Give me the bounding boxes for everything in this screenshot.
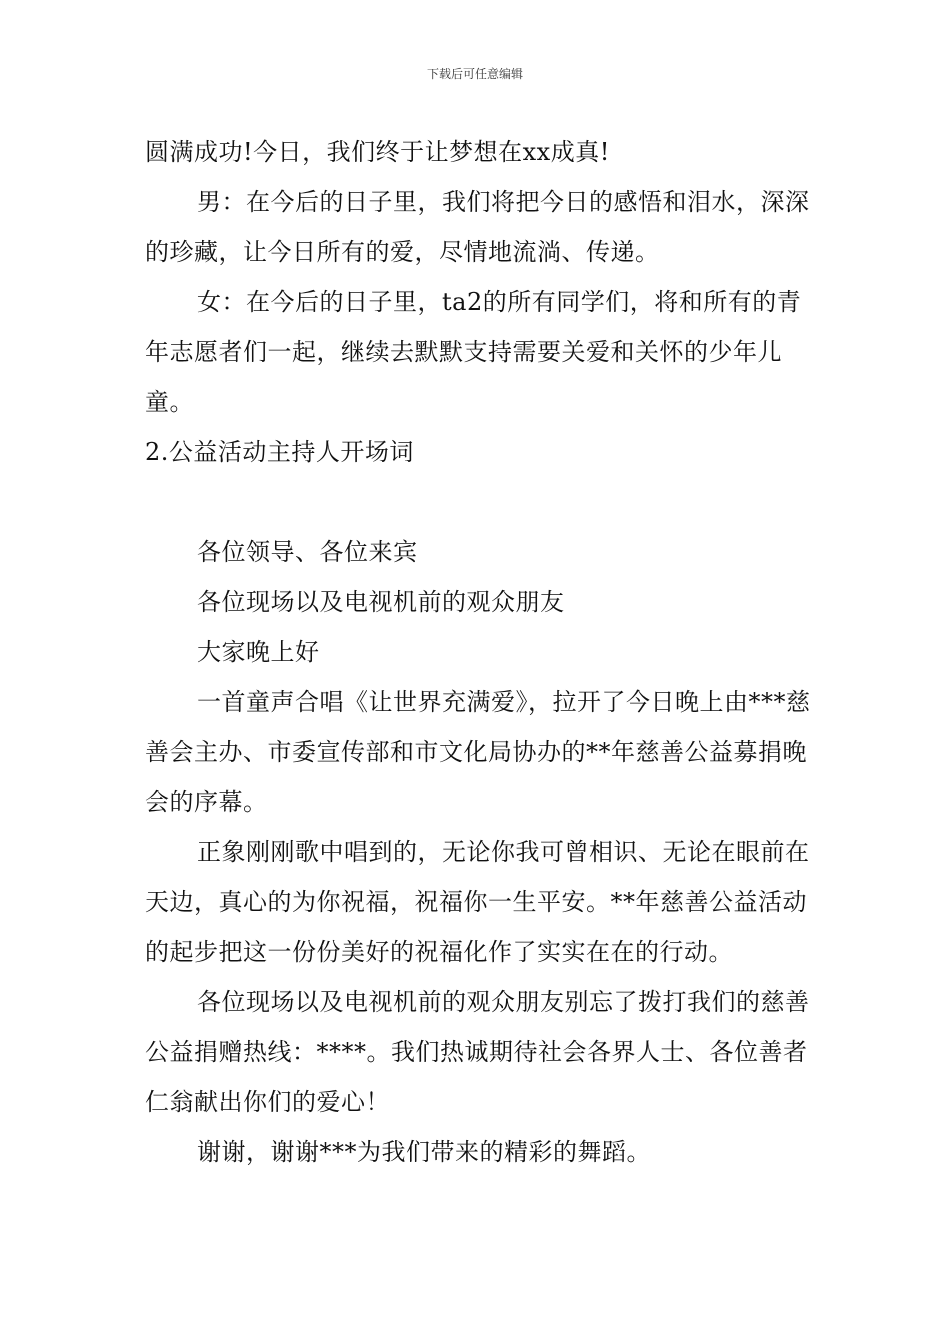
- page-header: 下载后可任意编辑: [426, 67, 523, 81]
- paragraph-closing-line: 圆满成功!今日，我们终于让梦想在xx成真!: [145, 138, 610, 166]
- paragraph-good-evening: 大家晚上好: [197, 638, 320, 666]
- paragraph-male-host: 男：在今后的日子里，我们将把今日的感悟和泪水，深深的珍藏，让今日所有的爱，尽情地流淌、传递。: [145, 188, 810, 266]
- blank-line: [145, 477, 813, 527]
- paragraph-hotline: 各位现场以及电视机前的观众朋友别忘了拨打我们的慈善公益捐赠热线：****。我们热诚期待社会各界人士、各位善者仁翁献出你们的爱心！: [145, 988, 810, 1116]
- paragraph-opening-song: 一首童声合唱《让世界充满爱》，拉开了今日晚上由***慈善会主办、市委宣传部和市文化局协办的**年慈善公益募捐晚会的序幕。: [145, 688, 811, 816]
- paragraph-greeting-leaders: 各位领导、各位来宾: [197, 538, 418, 566]
- paragraph-female-host: 女：在今后的日子里，ta2的所有同学们，将和所有的青年志愿者们一起，继续去默默支持需要关爱和关怀的少年儿童。: [145, 288, 802, 416]
- paragraph-thanks: 谢谢，谢谢***为我们带来的精彩的舞蹈。: [197, 1138, 651, 1166]
- section-heading: 2.公益活动主持人开场词: [145, 438, 414, 466]
- paragraph-greeting-audience: 各位现场以及电视机前的观众朋友: [197, 588, 565, 616]
- paragraph-blessing: 正象刚刚歌中唱到的，无论你我可曾相识、无论在眼前在天边，真心的为你祝福，祝福你一生平安。**年慈善公益活动的起步把这一份份美好的祝福化作了实实在在的行动。: [145, 838, 810, 966]
- document-body: [145, 127, 813, 1177]
